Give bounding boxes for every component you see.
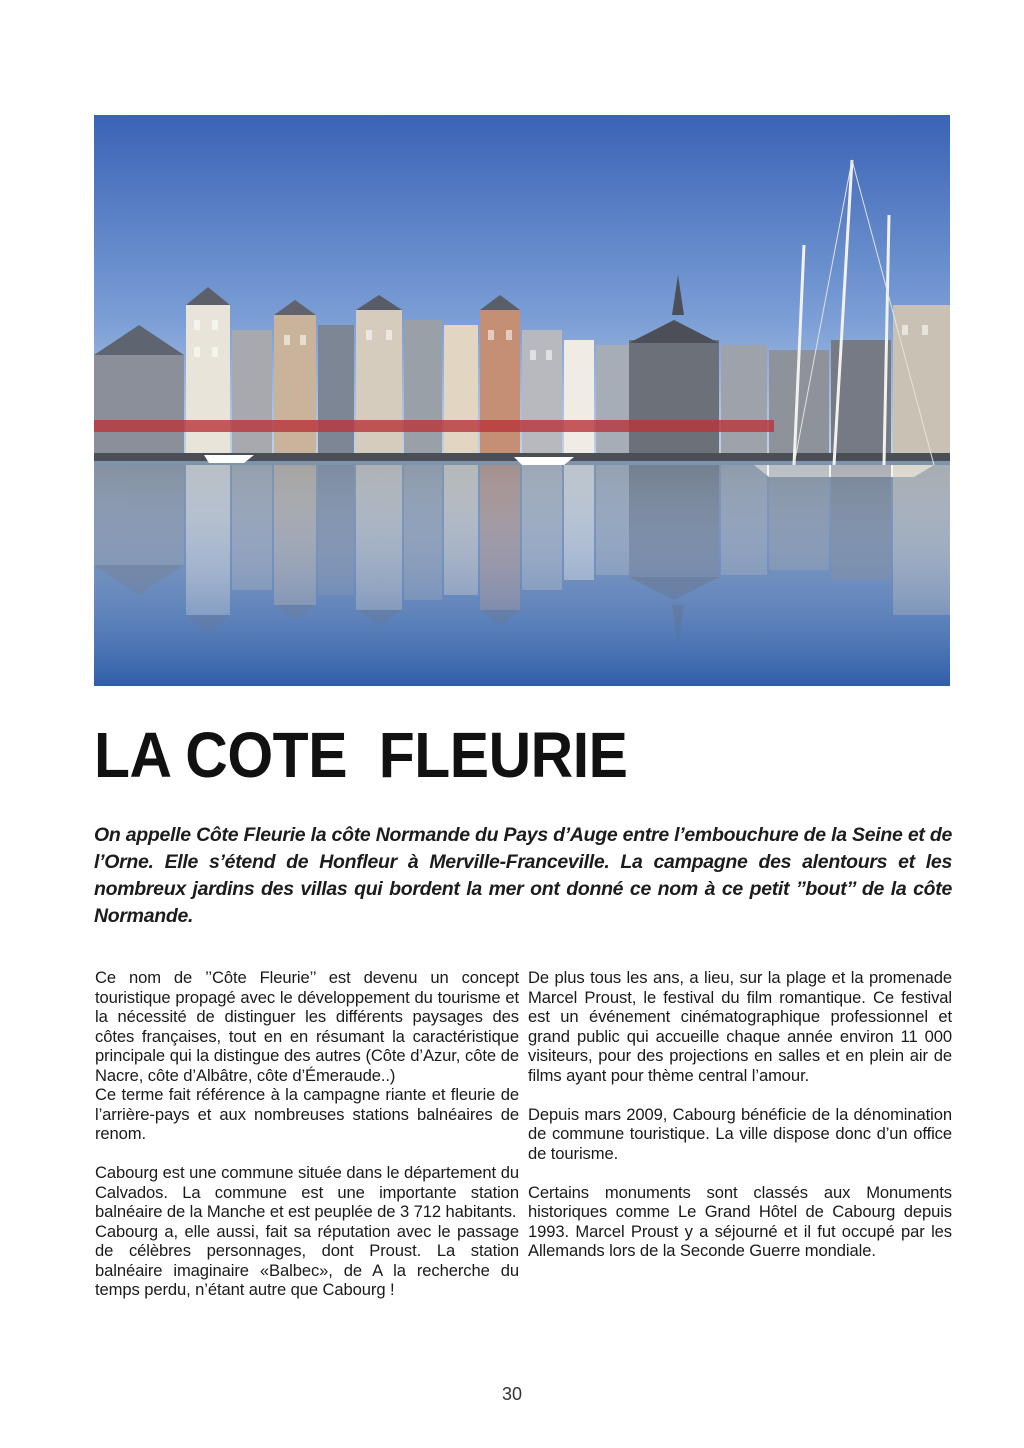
harbor-photo bbox=[94, 115, 950, 686]
body-paragraph: Certains monuments sont classés aux Monuments historiques comme Le Grand Hôtel de Cabourg depuis 1993. Marcel Proust y a séjourné et il fut occupé par les Allemands lors de la Seconde Guerre mondiale. bbox=[528, 1182, 952, 1260]
body-paragraph: De plus tous les ans, a lieu, sur la plage et la promenade Marcel Proust, le festival du film romantique. Ce festival est un événement cinématographique professionnel et grand public qui accueille chaque année environ 11 000 visiteurs, pour des projections en salles et en plein air de films ayant pour thème central l’amour. bbox=[528, 968, 952, 1085]
harbor-photo-illustration bbox=[94, 115, 950, 686]
awnings bbox=[94, 420, 774, 432]
body-paragraph: Cabourg est une commune située dans le département du Calvados. La commune est une importante station balnéaire de la Manche et est peuplée de 3 712 habitants. bbox=[95, 1163, 519, 1221]
body-paragraph: Depuis mars 2009, Cabourg bénéficie de la dénomination de commune touristique. La ville dispose donc d’un office de tourisme. bbox=[528, 1104, 952, 1163]
body-paragraph: Ce nom de ’’Côte Fleurie’’ est devenu un concept touristique propagé avec le développement du tourisme et la nécessité de distinguer les différents paysages des côtes françaises, tout en en résumant la caractéristique principale qui la distingue des autres (Côte d’Azur, côte de Nacre, côte d’Albâtre, côte d’Émeraude..) bbox=[95, 968, 519, 1085]
left-column bbox=[95, 968, 519, 1300]
right-column bbox=[528, 968, 952, 1261]
water-reflection bbox=[94, 465, 950, 686]
page-title: LA COTE FLEURIE bbox=[94, 719, 628, 791]
body-paragraph: Cabourg a, elle aussi, fait sa réputation avec le passage de célèbres personnages, dont Proust. La station balnéaire imaginaire «Balbec», de A la recherche du temps perdu, n’étant autre que Cabourg ! bbox=[95, 1221, 519, 1299]
page-number: 30 bbox=[501, 1384, 523, 1404]
body-paragraph: Ce terme fait référence à la campagne riante et fleurie de l’arrière-pays et aux nombreuses stations balnéaires de renom. bbox=[95, 1085, 519, 1143]
intro-paragraph: On appelle Côte Fleurie la côte Normande du Pays d’Auge entre l’embouchure de la Seine et de l’Orne. Elle s’étend de Honfleur à Merville-Franceville. La campagne des alentours et les nombreux jardins des villas qui bordent la mer ont donné ce nom à ce petit ’’bout’’ de la côte Normande. bbox=[94, 824, 952, 927]
